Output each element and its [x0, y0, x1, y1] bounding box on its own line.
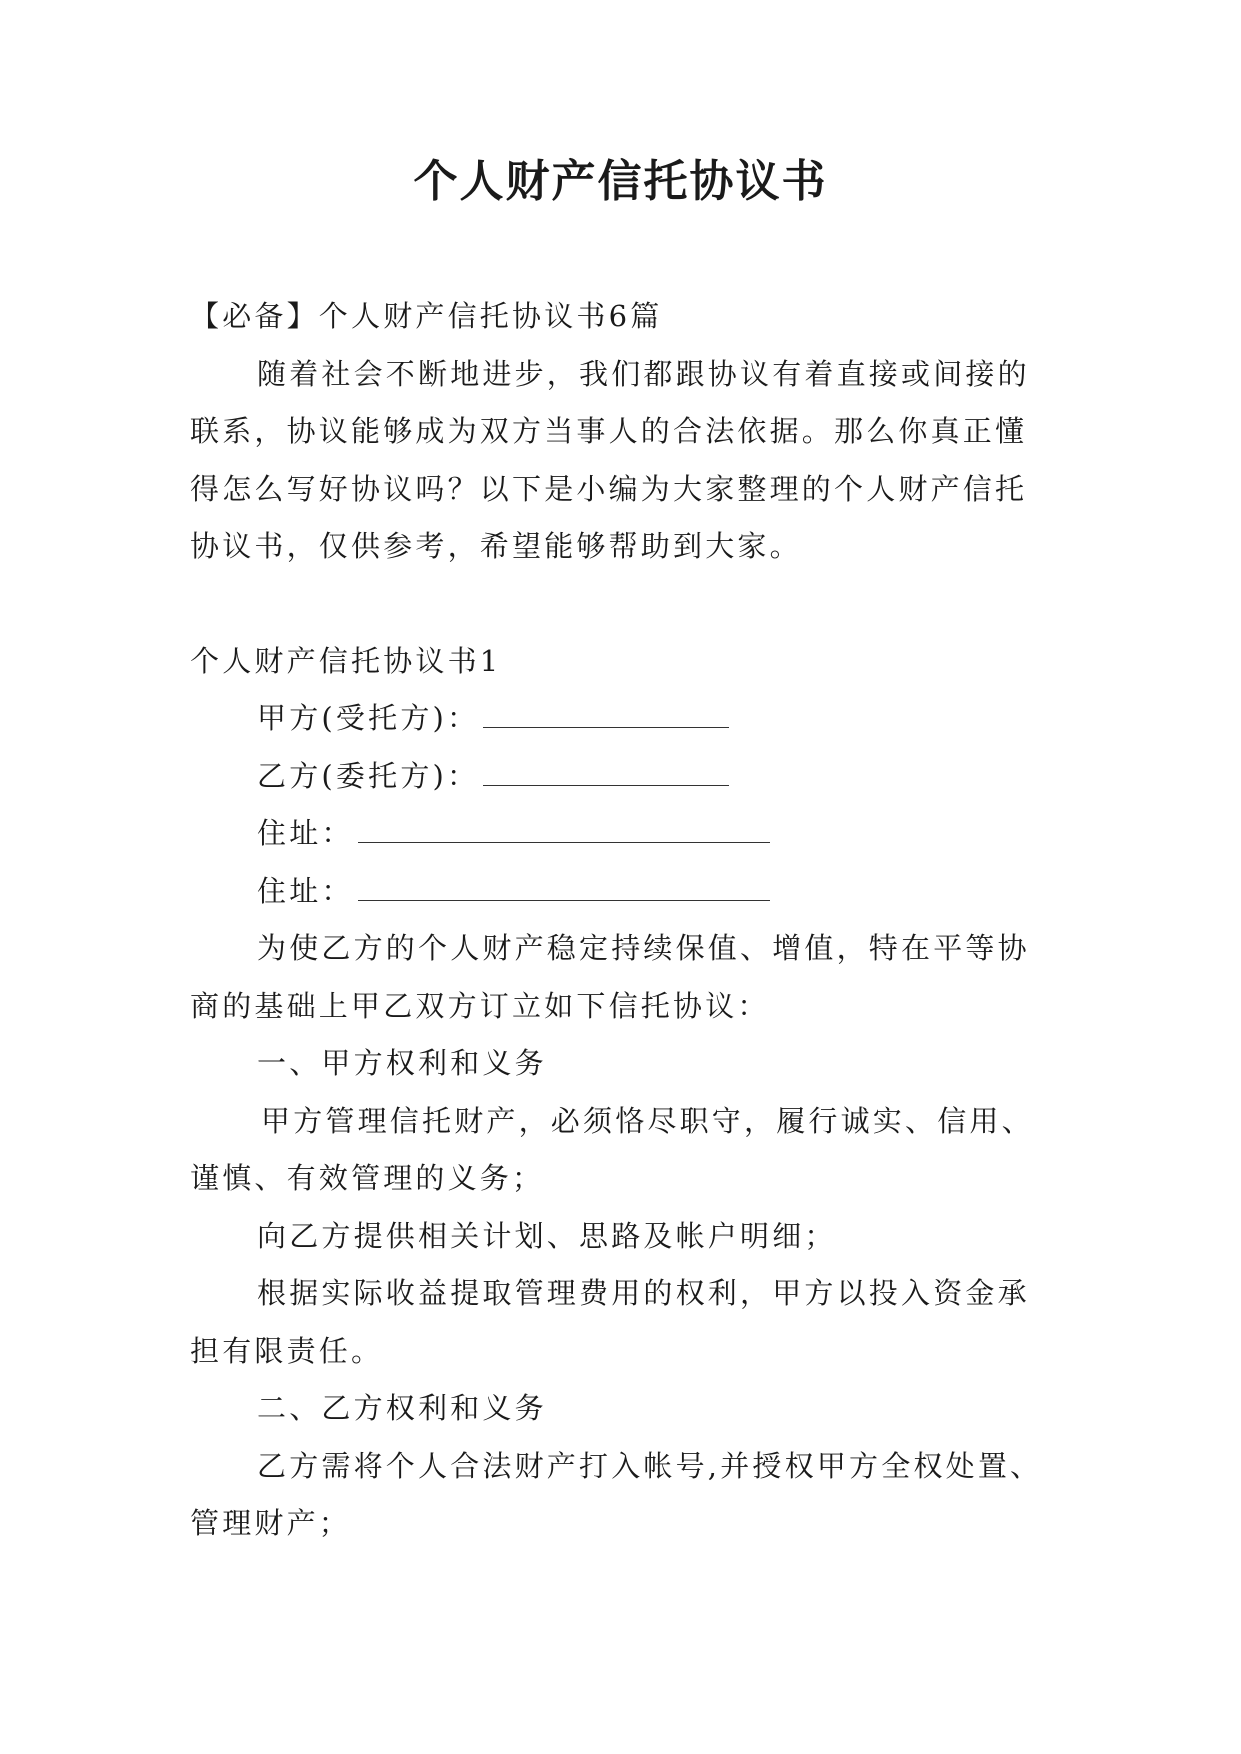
section-spacer [190, 576, 1050, 633]
clause1-paragraph-2: 向乙方提供相关计划、思路及帐户明细； [257, 1218, 837, 1253]
party-a-label: 甲方(受托方)： [257, 701, 480, 735]
section-heading: 个人财产信托协议书1 [190, 643, 502, 678]
party-b-blank [483, 763, 729, 786]
party-b-line [190, 748, 1050, 806]
address-line-2 [190, 863, 1050, 921]
purpose-paragraph: 为使乙方的个人财产稳定持续保值、增值，特在平等协商的基础上甲乙双方订立如下信托协议： [190, 931, 1030, 1023]
address-blank-2 [358, 878, 770, 901]
intro-paragraph: 随着社会不断地进步，我们都跟协议有着直接或间接的联系，协议能够成为双方当事人的合法依据。那么你真正懂得怎么写好协议吗？以下是小编为大家整理的个人财产信托协议书，仅供参考，希望能够帮助到大家。 [190, 356, 1030, 563]
clause2-heading: 二、乙方权利和义务 [257, 1391, 547, 1425]
document-title: 个人财产信托协议书 [413, 156, 828, 207]
clause1-paragraph-3: 根据实际收益提取管理费用的权利，甲方以投入资金承担有限责任。 [190, 1276, 1030, 1368]
address-label-1: 住址： [257, 816, 354, 850]
clause1-heading: 一、甲方权利和义务 [257, 1046, 547, 1080]
address-line-1 [190, 805, 1050, 863]
address-blank-1 [358, 820, 770, 843]
party-b-label: 乙方(委托方)： [257, 758, 480, 793]
party-a-line [190, 690, 1050, 748]
clause2-paragraph-1: 乙方需将个人合法财产打入帐号,并授权甲方全权处置、管理财产； [190, 1448, 1043, 1540]
document-body [190, 288, 1050, 1553]
clause1-paragraph-1: 甲方管理信托财产，必须恪尽职守，履行诚实、信用、谨慎、有效管理的义务； [190, 1103, 1034, 1195]
party-a-blank [483, 705, 729, 728]
address-label-2: 住址： [257, 873, 354, 908]
intro-heading: 【必备】个人财产信托协议书6篇 [190, 299, 663, 333]
